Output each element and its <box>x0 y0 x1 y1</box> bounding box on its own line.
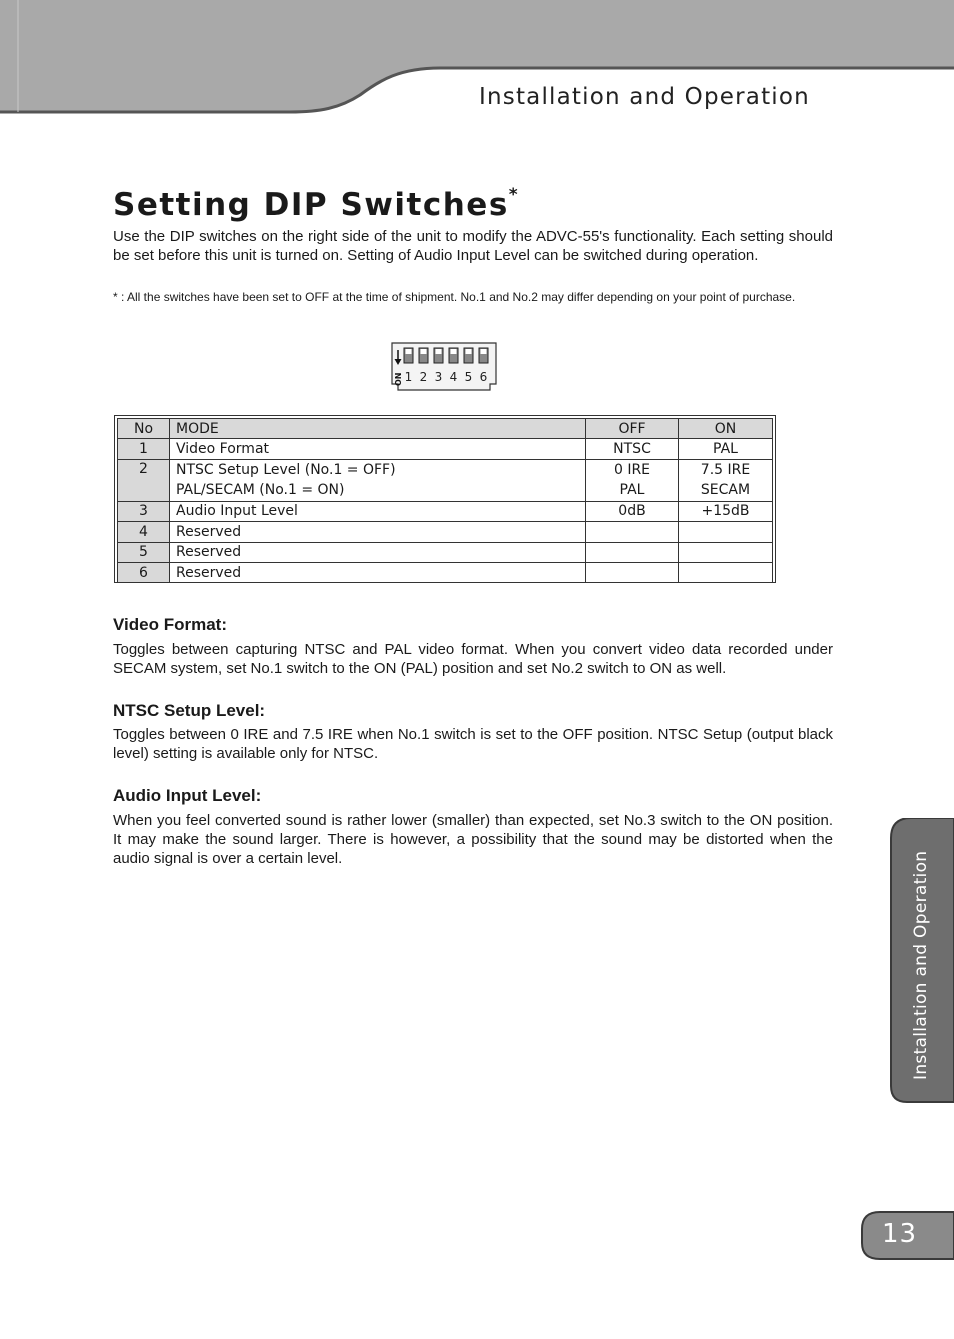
shipment-note <box>113 289 833 305</box>
row-mode: Audio Input Level <box>170 501 586 521</box>
ntsc-setup-heading: NTSC Setup Level: <box>113 701 266 720</box>
row-on: +15dB <box>679 501 773 521</box>
dip-mode-table-frame <box>114 415 776 583</box>
row-no: 5 <box>118 542 170 562</box>
dip-switch-diagram <box>391 342 497 392</box>
dip-switch-3 <box>434 348 443 363</box>
note-text: All the switches have been set to OFF at the time of shipment. No.1 and No.2 may differ depending on your point of purchase. <box>127 290 796 304</box>
dip-switch-6 <box>479 348 488 363</box>
dip-switch-5 <box>464 348 473 363</box>
dip-switch-4 <box>449 348 458 363</box>
header-off: OFF <box>586 419 679 439</box>
title-footnote-mark: * <box>508 184 520 205</box>
table-row <box>118 542 773 562</box>
dip-switch-1 <box>404 348 413 363</box>
table-row <box>118 439 773 459</box>
row-on <box>679 542 773 562</box>
row-on-line-1: 7.5 IRE <box>700 461 751 478</box>
header-band <box>0 0 954 118</box>
side-tab-label: Installation and Operation <box>911 850 931 1080</box>
audio-input-heading: Audio Input Level: <box>113 786 262 805</box>
page-title-text: Setting DIP Switches <box>113 187 509 223</box>
row-off <box>586 542 679 562</box>
note-prefix: * : <box>113 290 125 304</box>
dip-on-label: ON <box>394 372 403 386</box>
row-off-line-1: 0 IRE <box>613 461 651 478</box>
page-number: 13 <box>882 1219 918 1249</box>
row-on <box>679 522 773 542</box>
row-no: 2 <box>118 459 170 501</box>
page-title <box>113 184 520 223</box>
row-no: 6 <box>118 562 170 582</box>
ntsc-setup-body: Toggles between 0 IRE and 7.5 IRE when No.1 switch is set to the OFF position. NTSC Setup (output black level) setting is available only for NTSC. <box>113 726 833 762</box>
row-on <box>679 562 773 582</box>
dip-number-6: 6 <box>479 370 488 384</box>
row-no: 1 <box>118 439 170 459</box>
dip-number-4: 4 <box>449 370 458 384</box>
row-on <box>679 459 773 501</box>
header-on: ON <box>679 419 773 439</box>
row-mode-line-2: PAL/SECAM (No.1 = ON) <box>176 482 345 499</box>
row-off-line-2: PAL <box>619 482 645 499</box>
row-on-line-2: SECAM <box>700 482 751 499</box>
row-mode: Reserved <box>170 522 586 542</box>
video-format-body: Toggles between capturing NTSC and PAL video format. When you convert video data recorded under SECAM system, set No.1 switch to the ON (PAL) position and set No.2 switch to ON as well. <box>113 641 833 677</box>
row-no: 4 <box>118 522 170 542</box>
dip-switch-2 <box>419 348 428 363</box>
table-row <box>118 522 773 542</box>
row-off <box>586 522 679 542</box>
row-off: NTSC <box>586 439 679 459</box>
row-mode: Video Format <box>170 439 586 459</box>
row-mode: Reserved <box>170 562 586 582</box>
row-off: 0dB <box>586 501 679 521</box>
row-on: PAL <box>679 439 773 459</box>
table-row <box>118 459 773 501</box>
table-row <box>118 501 773 521</box>
table-row <box>118 562 773 582</box>
row-no: 3 <box>118 501 170 521</box>
dip-number-5: 5 <box>464 370 473 384</box>
intro-paragraph: Use the DIP switches on the right side of the unit to modify the ADVC-55's functionality. Each setting should be set before this unit is turned on. Setting of Audio Input Level can be switched during operation. <box>113 228 833 264</box>
header-section-title: Installation and Operation <box>479 84 810 110</box>
row-mode <box>170 459 586 501</box>
header-mode: MODE <box>170 419 586 439</box>
video-format-heading: Video Format: <box>113 615 227 634</box>
row-off <box>586 562 679 582</box>
row-mode-line-1: NTSC Setup Level (No.1 = OFF) <box>176 461 396 478</box>
row-mode: Reserved <box>170 542 586 562</box>
row-off <box>586 459 679 501</box>
dip-mode-table <box>117 418 773 583</box>
dip-number-1: 1 <box>404 370 413 384</box>
audio-input-body: When you feel converted sound is rather lower (smaller) than expected, set No.3 switch to the ON position. It may make the sound larger. There is however, a possibility that the sound may be distorted when the audio signal is over a certain level. <box>113 812 833 867</box>
dip-number-2: 2 <box>419 370 428 384</box>
table-header-row <box>118 419 773 439</box>
dip-number-3: 3 <box>434 370 443 384</box>
header-no: No <box>118 419 170 439</box>
